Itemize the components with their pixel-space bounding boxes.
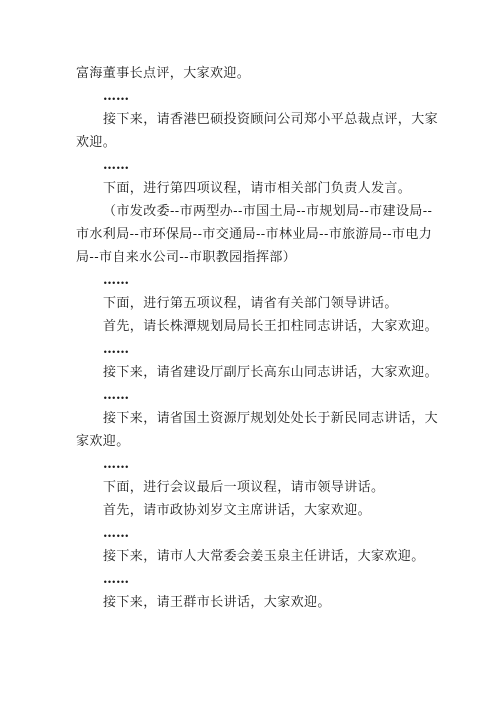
paragraph-7: 接下来，请省国土资源厅规划处处长于新民同志讲话，大家欢迎。 (76, 411, 439, 449)
ellipsis-5: …… (103, 388, 129, 403)
paragraph-5: 首先，请长株潭规划局局长王扣柱同志讲话，大家欢迎。 (103, 319, 439, 334)
ellipsis-8: …… (103, 572, 129, 587)
paragraph-10: 接下来，请市人大常委会姜玉泉主任讲话，大家欢迎。 (103, 549, 425, 564)
ellipsis-1: …… (103, 89, 129, 104)
paragraph-4: 下面，进行第五项议程，请省有关部门领导讲话。 (103, 296, 398, 311)
ellipsis-4: …… (103, 342, 129, 357)
paragraph-3: 下面，进行第四项议程，请市相关部门负责人发言。 (103, 181, 412, 196)
ellipsis-6: …… (103, 457, 129, 472)
ellipsis-2: …… (103, 158, 129, 173)
ellipsis-7: …… (103, 526, 129, 541)
paragraph-6: 接下来，请省建设厅副厅长高东山同志讲话，大家欢迎。 (103, 365, 439, 380)
paragraph-2: 接下来，请香港巴硕投资顾问公司郑小平总裁点评，大家欢迎。 (76, 112, 439, 150)
paragraph-9: 首先，请市政协刘岁文主席讲话，大家欢迎。 (103, 503, 372, 518)
paragraph-department-list: （市发改委--市两型办--市国土局--市规划局--市建设局--市水利局--市环保局--市交通局--市林业局--市旅游局--市电力局--市自来水公司--市职教园指挥部） (76, 204, 433, 265)
paragraph-1: 富海董事长点评，大家欢迎。 (76, 66, 251, 81)
paragraph-8: 下面，进行会议最后一项议程，请市领导讲话。 (103, 480, 385, 495)
ellipsis-3: …… (103, 273, 129, 288)
paragraph-11: 接下来，请王群市长讲话，大家欢迎。 (103, 595, 331, 610)
